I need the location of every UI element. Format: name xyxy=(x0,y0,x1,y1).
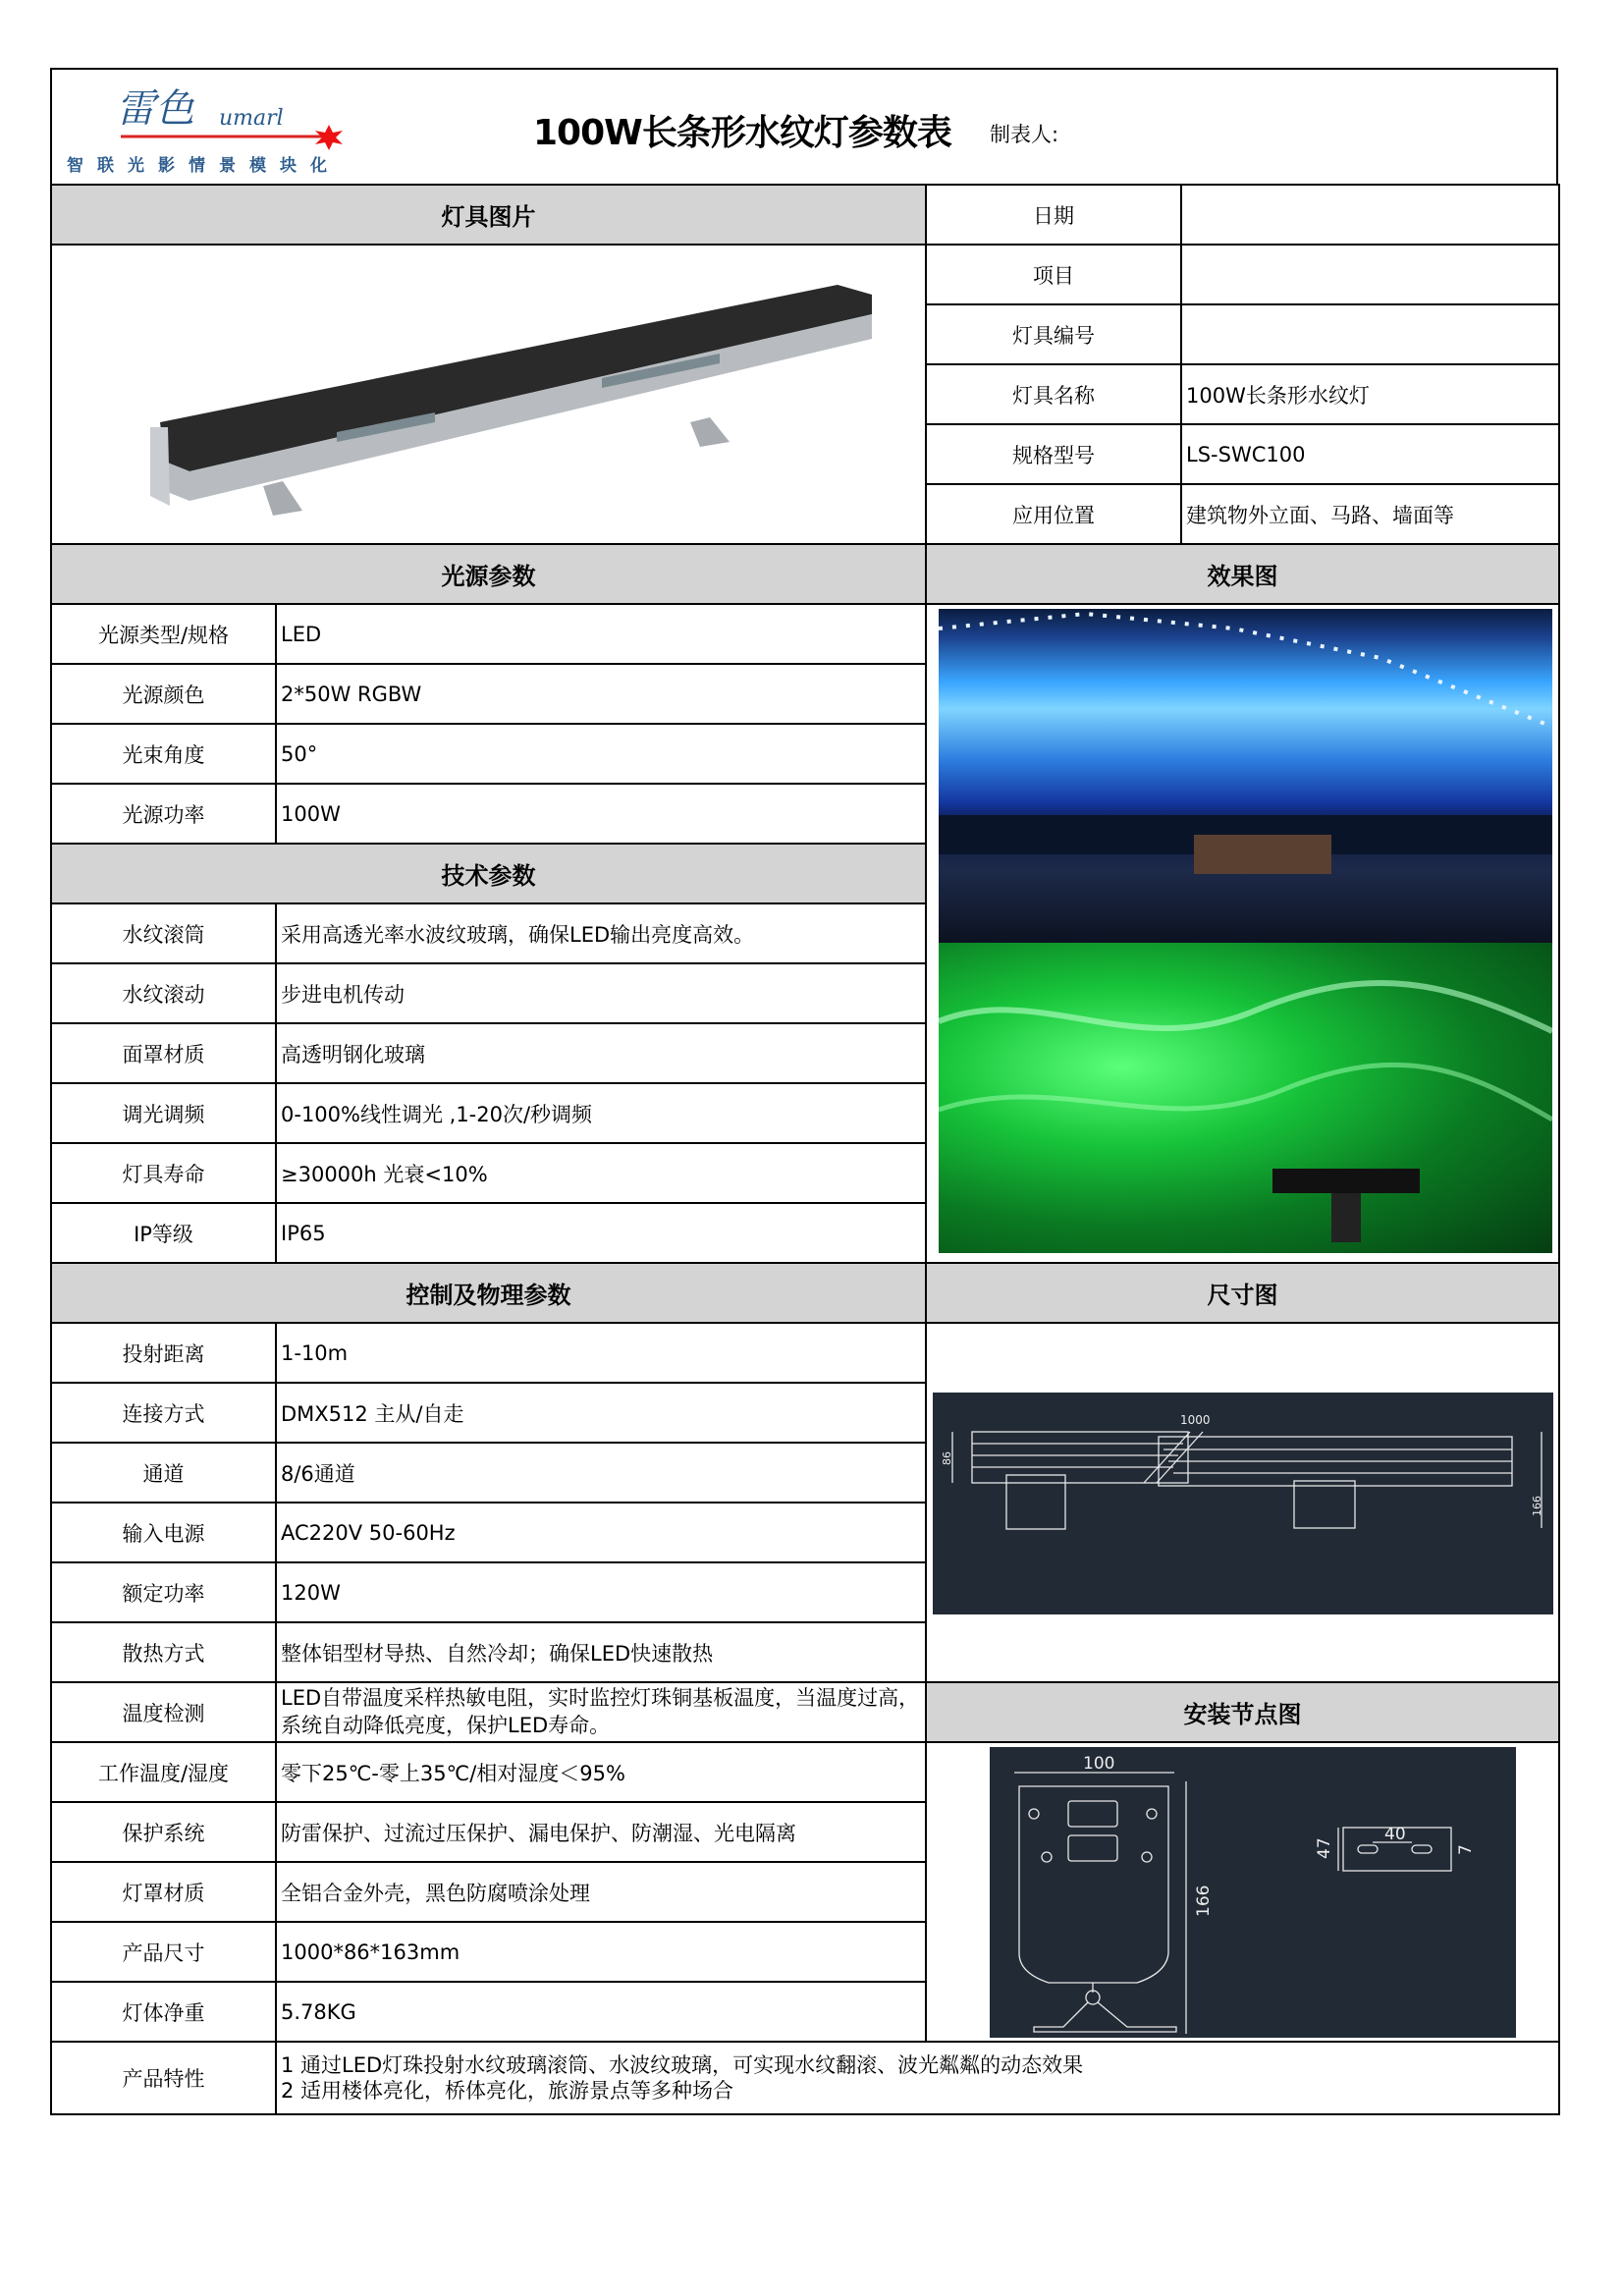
param-label: 灯体净重 xyxy=(51,1982,276,2042)
param-value: 2*50W RGBW xyxy=(276,664,926,724)
product-image xyxy=(51,245,926,544)
param-value: 120W xyxy=(276,1562,926,1622)
sheet-header xyxy=(50,68,1558,184)
dimension-drawing xyxy=(926,1323,1559,1682)
tech-params-heading: 技术参数 xyxy=(51,844,926,903)
param-value: 1-10m xyxy=(276,1323,926,1383)
param-value: 采用高透光率水波纹玻璃，确保LED输出亮度高效。 xyxy=(276,903,926,963)
param-label: 温度检测 xyxy=(51,1682,276,1742)
dimension-height: 86 xyxy=(941,1451,953,1465)
info-label: 灯具编号 xyxy=(926,304,1181,364)
install-drawing xyxy=(926,1742,1559,2042)
install-heading: 安装节点图 xyxy=(926,1682,1559,1742)
param-value: 防雷保护、过流过压保护、漏电保护、防潮湿、光电隔离 xyxy=(276,1802,926,1862)
feature-line: 2 适用楼体亮化，桥体亮化，旅游景点等多种场合 xyxy=(281,2079,734,2103)
info-value: 建筑物外立面、马路、墙面等 xyxy=(1181,484,1559,544)
light-params-heading: 光源参数 xyxy=(51,544,926,604)
param-label: 面罩材质 xyxy=(51,1023,276,1083)
spec-sheet xyxy=(50,68,1558,2115)
param-label: 光源功率 xyxy=(51,784,276,844)
param-label: 连接方式 xyxy=(51,1383,276,1443)
info-value xyxy=(1181,245,1559,304)
info-value: 100W长条形水纹灯 xyxy=(1181,364,1559,424)
param-value: ≥30000h 光衰<10% xyxy=(276,1143,926,1203)
param-label: 通道 xyxy=(51,1443,276,1503)
param-value: LED xyxy=(276,604,926,664)
svg-text:雷色: 雷色 xyxy=(116,86,194,132)
param-value: 整体铝型材导热、自然冷却；确保LED快速散热 xyxy=(276,1622,926,1682)
param-value: DMX512 主从/自走 xyxy=(276,1383,926,1443)
info-value xyxy=(1181,185,1559,245)
svg-text:智联光影情景模块化: 智联光影情景模块化 xyxy=(67,156,341,176)
bracket-height: 47 xyxy=(1315,1837,1334,1859)
param-value: 5.78KG xyxy=(276,1982,926,2042)
features-label: 产品特性 xyxy=(51,2042,276,2114)
maker-label: 制表人: xyxy=(990,123,1059,146)
info-label: 项目 xyxy=(926,245,1181,304)
param-label: 调光调频 xyxy=(51,1083,276,1143)
green-water-effect-photo xyxy=(939,943,1552,1253)
param-value: 8/6通道 xyxy=(276,1443,926,1503)
temperature-detection-text: LED自带温度采样热敏电阻，实时监控灯珠铜基板温度，当温度过高，系统自动降低亮度，保护LED寿命。 xyxy=(281,1686,920,1737)
bridge-effect-photo xyxy=(939,609,1552,943)
effect-images xyxy=(926,604,1559,1263)
param-label: 灯具寿命 xyxy=(51,1143,276,1203)
param-label: 水纹滚动 xyxy=(51,963,276,1023)
param-value: 0-100%线性调光 ,1-20次/秒调频 xyxy=(276,1083,926,1143)
param-label: 光源颜色 xyxy=(51,664,276,724)
page-title: 100W长条形水纹灯参数表 xyxy=(533,113,951,153)
param-label: 光源类型/规格 xyxy=(51,604,276,664)
param-label: 灯罩材质 xyxy=(51,1862,276,1922)
info-label: 日期 xyxy=(926,185,1181,245)
install-height: 166 xyxy=(1194,1885,1214,1917)
param-label: 散热方式 xyxy=(51,1622,276,1682)
dimension-heading: 尺寸图 xyxy=(926,1263,1559,1323)
param-value: AC220V 50-60Hz xyxy=(276,1503,926,1562)
spec-table xyxy=(50,184,1560,2115)
param-label: IP等级 xyxy=(51,1203,276,1263)
param-value: 零下25℃-零上35℃/相对湿度＜95% xyxy=(276,1742,926,1802)
info-label: 灯具名称 xyxy=(926,364,1181,424)
param-label: 工作温度/湿度 xyxy=(51,1742,276,1802)
info-value xyxy=(1181,304,1559,364)
param-value: 1000*86*163mm xyxy=(276,1922,926,1982)
company-logo xyxy=(62,78,386,176)
feature-line: 1 通过LED灯珠投射水纹玻璃滚筒、水波纹玻璃，可实现水纹翻滚、波光粼粼的动态效果 xyxy=(281,2053,1084,2077)
info-label: 规格型号 xyxy=(926,424,1181,484)
param-label: 保护系统 xyxy=(51,1802,276,1862)
param-label: 光束角度 xyxy=(51,724,276,784)
product-image-heading: 灯具图片 xyxy=(51,185,926,245)
param-value: 高透明钢化玻璃 xyxy=(276,1023,926,1083)
slot-spacing: 40 xyxy=(1384,1825,1406,1844)
param-value: 100W xyxy=(276,784,926,844)
param-label: 额定功率 xyxy=(51,1562,276,1622)
slot-width: 7 xyxy=(1456,1844,1476,1855)
param-value: 步进电机传动 xyxy=(276,963,926,1023)
dimension-length: 1000 xyxy=(1180,1413,1211,1427)
control-params-heading: 控制及物理参数 xyxy=(51,1263,926,1323)
install-width: 100 xyxy=(1083,1754,1115,1774)
param-value xyxy=(276,1682,926,1742)
dimension-total-height: 166 xyxy=(1531,1496,1543,1516)
info-value: LS-SWC100 xyxy=(1181,424,1559,484)
param-label: 水纹滚筒 xyxy=(51,903,276,963)
features-value xyxy=(276,2042,1559,2114)
param-label: 产品尺寸 xyxy=(51,1922,276,1982)
info-label: 应用位置 xyxy=(926,484,1181,544)
param-value: 50° xyxy=(276,724,926,784)
svg-text:umarl: umarl xyxy=(219,106,284,131)
effect-heading: 效果图 xyxy=(926,544,1559,604)
param-value: 全铝合金外壳，黑色防腐喷涂处理 xyxy=(276,1862,926,1922)
param-value: IP65 xyxy=(276,1203,926,1263)
param-label: 输入电源 xyxy=(51,1503,276,1562)
param-label: 投射距离 xyxy=(51,1323,276,1383)
